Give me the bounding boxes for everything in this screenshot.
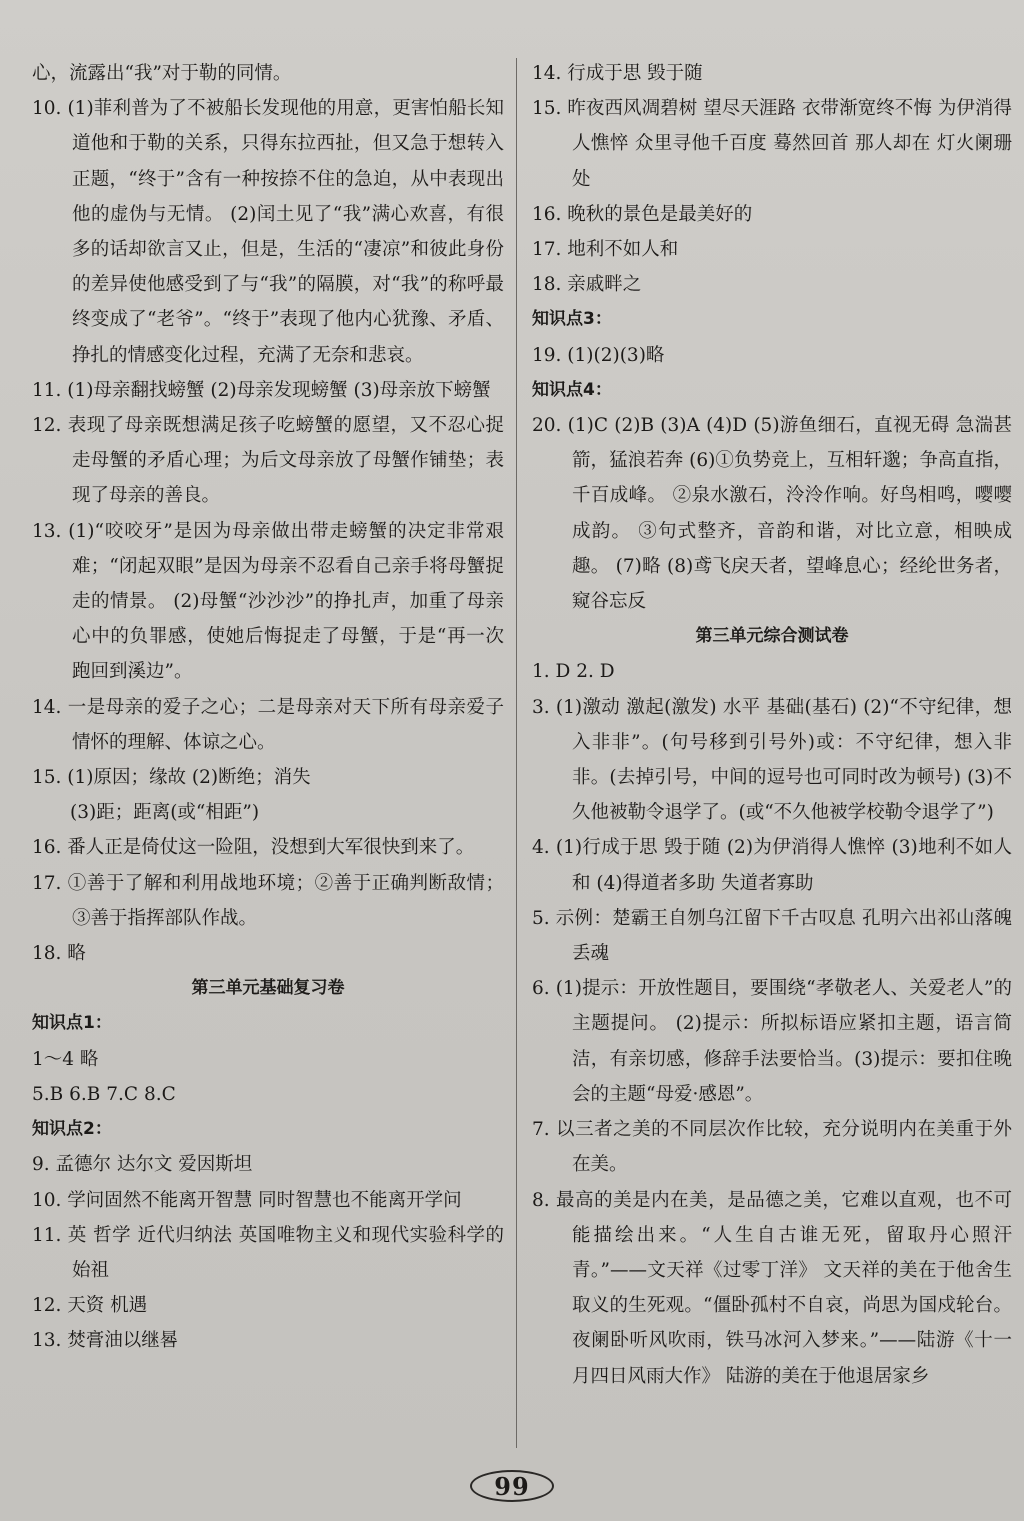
answer-line: 1～4 略 <box>32 1048 99 1070</box>
knowledge-point-heading: 知识点1： <box>32 1013 112 1034</box>
page-number: 99 <box>494 1471 530 1501</box>
answer-line: 心，流露出“我”对于勒的同情。 <box>32 63 292 84</box>
left-column <box>32 56 504 1359</box>
answer-line: (3)距；距离(或“相距”) <box>70 802 260 824</box>
answer-line: 8. 最高的美是内在美，是品德之美，它难以直观，也不可能描绘出来。“人生自古谁无死，留取丹心照汗青。”——文天祥《过零丁洋》 文天祥的美在于他舍生取义的生死观。“僵卧孤村不自哀，尚思为国戍轮台。夜阑卧听风吹雨，铁马冰河入梦来。”——陆游《十一月四日风雨大作》 陆游的美在于他退居家乡 <box>532 1189 1012 1387</box>
answer-line: 9. 孟德尔 达尔文 爱因斯坦 <box>32 1154 253 1176</box>
answer-line: 13. (1)“咬咬牙”是因为母亲做出带走螃蟹的决定非常艰难；“闭起双眼”是因为母亲不忍看自己亲手将母蟹捉走的情景。 (2)母蟹“沙沙沙”的挣扎声，加重了母亲心中的负罪感，使她后悔捉走了母蟹，于是“再一次跑回到溪边”。 <box>32 520 504 683</box>
answer-line: 7. 以三者之美的不同层次作比较，充分说明内在美重于外在美。 <box>532 1119 1012 1176</box>
answer-line: 11. 英 哲学 近代归纳法 英国唯物主义和现代实验科学的始祖 <box>32 1224 504 1281</box>
knowledge-point-heading: 知识点4： <box>532 379 612 400</box>
answer-line: 6. (1)提示：开放性题目，要围绕“孝敬老人、关爱老人”的主题提问。 (2)提示：所拟标语应紧扣主题，语言简洁，有亲切感，修辞手法要恰当。(3)提示：要扣住晚会的主题“母爱·感恩”。 <box>532 978 1012 1105</box>
answer-line: 10. 学问固然不能离开智慧 同时智慧也不能离开学问 <box>32 1189 462 1211</box>
answer-line: 14. 一是母亲的爱子之心；二是母亲对天下所有母亲爱子情怀的理解、体谅之心。 <box>32 696 504 753</box>
answer-line: 17. 地利不如人和 <box>532 239 679 261</box>
answer-line: 18. 亲戚畔之 <box>532 274 642 296</box>
section-title: 第三单元基础复习卷 <box>191 978 345 999</box>
answer-line: 15. (1)原因；缘故 (2)断绝；消失 <box>32 767 311 789</box>
answer-line: 19. (1)(2)(3)略 <box>532 344 665 366</box>
answer-line: 17. ①善于了解和利用战地环境；②善于正确判断敌情；③善于指挥部队作战。 <box>32 872 504 929</box>
answer-line: 15. 昨夜西风凋碧树 望尽天涯路 衣带渐宽终不悔 为伊消得人憔悴 众里寻他千百度 蓦然回首 那人却在 灯火阑珊处 <box>532 98 1012 190</box>
answer-line: 16. 晚秋的景色是最美好的 <box>532 203 753 225</box>
knowledge-point-heading: 知识点2： <box>32 1119 112 1140</box>
right-column <box>532 56 1012 1394</box>
answer-line: 12. 表现了母亲既想满足孩子吃螃蟹的愿望，又不忍心捉走母蟹的矛盾心理；为后文母亲放了母蟹作铺垫；表现了母亲的善良。 <box>32 415 504 507</box>
answer-line: 3. (1)激动 激起(激发) 水平 基础(基石) (2)“不守纪律，想入非非”。(句号移到引号外)或：不守纪律，想入非非。(去掉引号，中间的逗号也可同时改为顿号) (3)不久他被勒令退学了。(或“不久他被学校勒令退学了”) <box>532 696 1012 824</box>
answer-line: 4. (1)行成于思 毁于随 (2)为伊消得人憔悴 (3)地利不如人和 (4)得道者多助 失道者寡助 <box>532 837 1012 894</box>
column-divider <box>516 58 517 1448</box>
section-title: 第三单元综合测试卷 <box>695 626 849 647</box>
answer-line: 13. 焚膏油以继晷 <box>32 1330 179 1352</box>
answer-line: 5. 示例：楚霸王自刎乌江留下千古叹息 孔明六出祁山落魄丢魂 <box>532 907 1012 965</box>
answer-line: 12. 天资 机遇 <box>32 1295 148 1317</box>
answer-line: 20. (1)C (2)B (3)A (4)D (5)游鱼细石，直视无碍 急湍甚箭，猛浪若奔 (6)①负势竞上，互相轩邈；争高直指，千百成峰。 ②泉水激石，泠泠作响。好鸟相鸣，嘤嘤成韵。 ③句式整齐，音韵和谐，对比立意，相映成趣。 (7)略 (8)鸢飞戾天者，望峰息心；经纶世务者，窥谷忘反 <box>532 415 1012 613</box>
page-number-badge <box>470 1466 554 1506</box>
answer-line: 10. (1)菲利普为了不被船长发现他的用意，更害怕船长知道他和于勒的关系，只得东拉西扯，但又急于想转入正题，“终于”含有一种按捺不住的急迫，从中表现出他的虚伪与无情。 (2)闰土见了“我”满心欢喜，有很多的话却欲言又止，但是，生活的“凄凉”和彼此身份的差异使他感受到了与“我”的隔膜，对“我”的称呼最终变成了“老爷”。“终于”表现了他内心犹豫、矛盾、挣扎的情感变化过程，充满了无奈和悲哀。 <box>32 98 504 366</box>
answer-line: 11. (1)母亲翻找螃蟹 (2)母亲发现螃蟹 (3)母亲放下螃蟹 <box>32 379 491 401</box>
answer-line: 16. 番人正是倚仗这一险阻，没想到大军很快到来了。 <box>32 837 475 859</box>
knowledge-point-heading: 知识点3： <box>532 309 612 330</box>
answer-line: 1. D 2. D <box>532 661 615 683</box>
answer-line: 14. 行成于思 毁于随 <box>532 63 703 84</box>
answer-line: 18. 略 <box>32 943 86 965</box>
answer-line: 5.B 6.B 7.C 8.C <box>32 1083 176 1105</box>
